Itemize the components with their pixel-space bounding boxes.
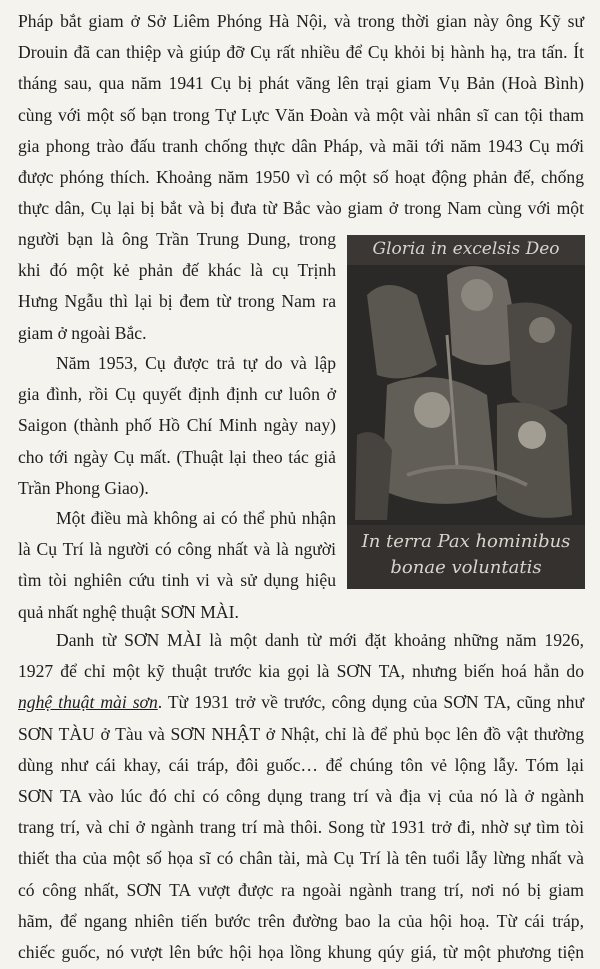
text-line: 1927 để chỉ một kỹ thuật trước kia gọi là SƠN TA, nhưng biến hoá hẳn do: [18, 661, 584, 682]
text-line: quả nhất nghệ thuật SƠN MÀI.: [18, 601, 239, 622]
text-line: được phóng thích. Khoảng năm 1950 vì có một số hoạt động phản đế, chống: [18, 167, 584, 188]
paragraph-3: [18, 503, 336, 628]
text-line: Danh từ SƠN MÀI là một danh từ mới đặt khoảng những năm 1926,: [56, 630, 584, 650]
text-line: Pháp bắt giam ở Sở Liêm Phóng Hà Nội, và trong thời gian này ông Kỹ sư: [18, 11, 584, 31]
text-line: thực dân, Cụ lại bị bắt và bị đưa từ Bắc vào giam ở trong Nam cùng với một: [18, 198, 584, 219]
text-line: tháng sau, qua năm 1941 Cụ bị phát vãng lên trại giam Vụ Bản (Hoà Bình): [18, 73, 584, 94]
painting-top-inscription: Gloria in excelsis Deo: [372, 239, 560, 259]
painting-bottom-inscription-2: bonae voluntatis: [390, 557, 542, 578]
text-line: [18, 687, 584, 718]
text-line: hãm, để ngang nhiên tiến bước trên đường bao la của hội hoạ. Từ cái tráp,: [18, 910, 584, 931]
text-line: Trần Phong Giao).: [18, 477, 149, 498]
text-line: tìm tòi nghiên cứu tinh vi và sử dụng hiệu: [18, 570, 336, 591]
paragraph-1: [18, 6, 584, 224]
emphasized-term: nghệ thuật mài sơn: [18, 692, 158, 713]
text-line: gia đình, rồi Cụ quyết định định cư luôn ở: [18, 384, 336, 405]
text-line: cùng với một số bạn trong Tự Lực Văn Đoàn và một vài nhân sĩ can tội tham: [18, 104, 584, 125]
text-line: giam ở ngoài Bắc.: [18, 322, 147, 343]
paragraph-4: [18, 625, 584, 968]
text-line: cho tới ngày Cụ mất. (Thuật lại theo tác giả: [18, 446, 336, 467]
text-line: gia phong trào đấu tranh chống thực dân Pháp, và mãi tới năm 1943 Cụ mới: [18, 135, 584, 156]
text-line: có công nhất, SƠN TA vượt được ra ngoài ngành trang trí, nơi nó bị giam: [18, 879, 584, 900]
text-fragment: . Từ 1931 trở về trước, công dụng của SƠN TA, cũng như: [157, 692, 584, 713]
paragraph-2: [18, 348, 336, 504]
text-line: là Cụ Trí là người có công nhất và là người: [18, 539, 336, 560]
text-line: SƠN TÀU ở Tàu và SƠN NHẬT ở Nhật, chỉ là để phủ bọc lên đồ vật thường: [18, 723, 584, 744]
text-line: chiếc guốc, nó vượt lên bức hội họa lồng khung qúy giá, từ một phương tiện: [18, 942, 584, 963]
text-line: người bạn là ông Trần Trung Dung, trong: [18, 229, 336, 249]
painting-bottom-inscription-1: In terra Pax hominibus: [361, 531, 571, 552]
text-line: thiết tha của một số họa sĩ có chân tài, mà Cụ Trí là tên tuổi lẫy lừng nhất và: [18, 848, 584, 869]
text-line: Saigon (thành phố Hồ Chí Minh ngày nay): [18, 415, 336, 436]
text-line: SƠN TA vào lúc đó chỉ có công dụng trang trí và địa vị của nó là ở ngành: [18, 786, 584, 807]
text-line: Drouin đã can thiệp và giúp đỡ Cụ rất nhiều để Cụ khỏi bị hành hạ, tra tấn. Ít: [18, 42, 584, 63]
text-line: Năm 1953, Cụ được trả tự do và lập: [56, 353, 336, 373]
lacquer-painting-image: [347, 235, 585, 589]
text-line: trang trí, và chỉ ở ngành trang trí mà thôi. Song từ 1931 trở đi, nhờ sự tìm tòi: [18, 817, 584, 838]
text-line: dùng như cái khay, cái tráp, đôi guốc… để chúng tôn vẻ lộng lẫy. Tóm lại: [18, 754, 584, 775]
text-line: Một điều mà không ai có thể phủ nhận: [56, 508, 336, 528]
text-line: Hưng Ngẫu thì lại bị đem từ trong Nam ra: [18, 291, 336, 312]
text-line: khi đó một kẻ phản đế khác là cụ Trịnh: [18, 260, 336, 281]
paragraph-1-continued: [18, 224, 336, 349]
